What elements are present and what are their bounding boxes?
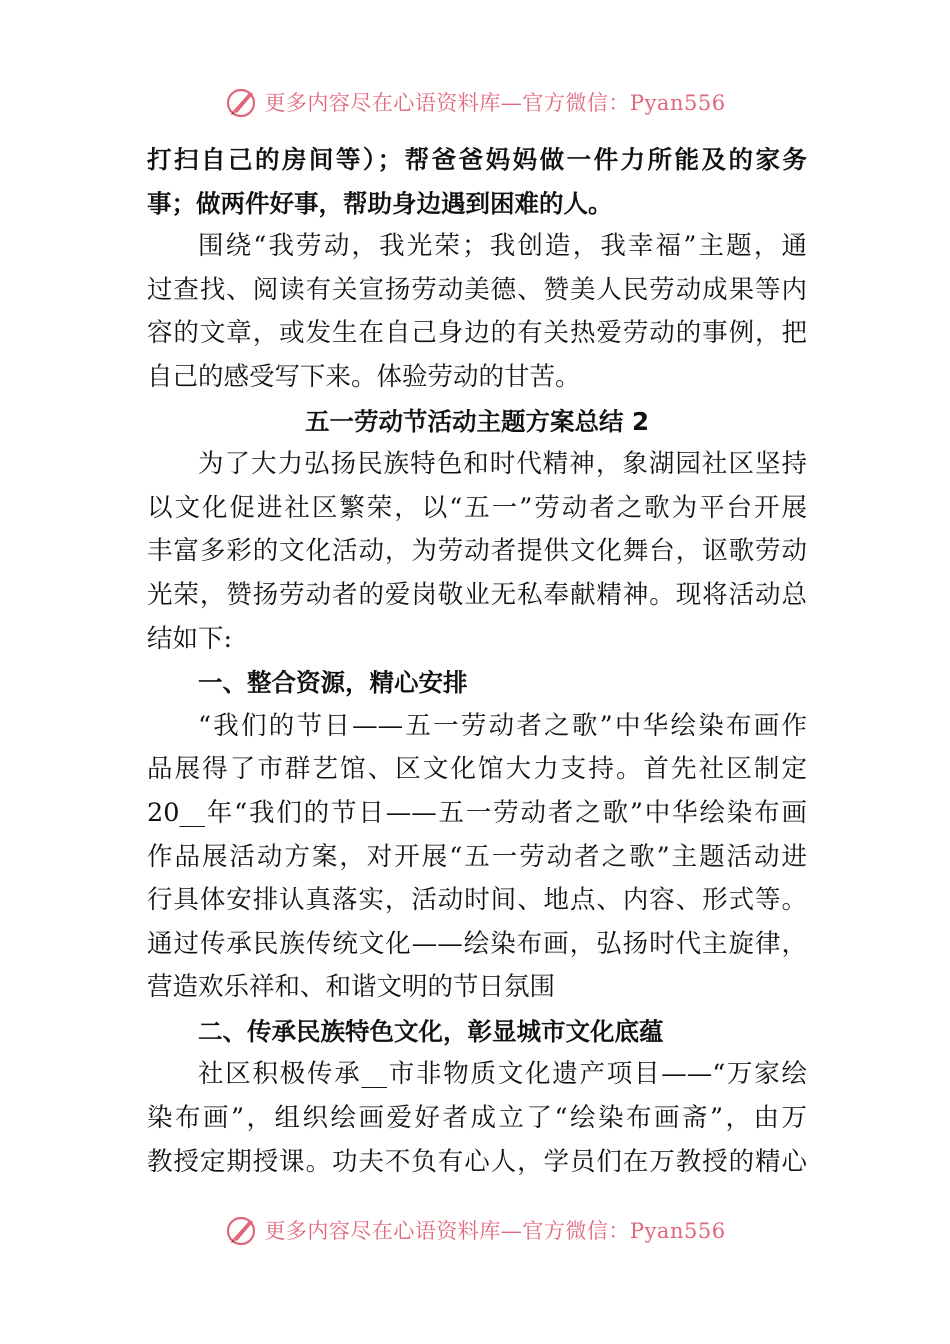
- text-line: 以文化促进社区繁荣，以“五一”劳动者之歌为平台开展: [147, 492, 807, 523]
- text-line: 自己的感受写下来。体验劳动的甘苦。: [147, 361, 581, 392]
- header-banner: [0, 80, 950, 124]
- text-line: 教授定期授课。功夫不负有心人，学员们在万教授的精心: [147, 1146, 807, 1177]
- document-body: [147, 138, 807, 1184]
- text-line: 结如下:: [147, 623, 233, 654]
- footer-banner: [0, 1208, 950, 1252]
- text-line: 为了大力弘扬民族特色和时代精神，象湖园社区坚持: [198, 449, 807, 480]
- text-line: 作品展活动方案，对开展“五一劳动者之歌”主题活动进: [147, 841, 807, 872]
- text-line: 社区积极传承__市非物质文化遗产项目——“万家绘: [198, 1059, 807, 1090]
- text-line: “我们的节日——五一劳动者之歌”中华绘染布画作: [198, 710, 807, 741]
- text-line: 染布画”，组织绘画爱好者成立了“绘染布画斋”，由万: [147, 1103, 807, 1134]
- text-line: 行具体安排认真落实，活动时间、地点、内容、形式等。: [147, 885, 807, 916]
- text-line: 20__年“我们的节日——五一劳动者之歌”中华绘染布画: [147, 797, 807, 828]
- footer-banner-text: 更多内容尽在心语资料库—官方微信：Pyan556: [264, 1219, 726, 1243]
- text-line: 容的文章，或发生在自己身边的有关热爱劳动的事例，把: [147, 318, 807, 349]
- text-line: 打扫自己的房间等）；帮爸爸妈妈做一件力所能及的家务: [147, 145, 807, 174]
- text-line: 通过传承民族传统文化——绘染布画，弘扬时代主旋律，: [147, 928, 807, 959]
- text-line: 光荣，赞扬劳动者的爱岗敬业无私奉献精神。现将活动总: [147, 579, 807, 610]
- text-line: 丰富多彩的文化活动，为劳动者提供文化舞台，讴歌劳动: [147, 536, 807, 567]
- text-line: 围绕“我劳动，我光荣；我创造，我幸福”主题，通: [198, 231, 807, 262]
- subheading: 二、传承民族特色文化，彰显城市文化底蕴: [198, 1016, 664, 1046]
- subheading: 一、整合资源，精心安排: [198, 668, 468, 698]
- header-banner-text: 更多内容尽在心语资料库—官方微信：Pyan556: [264, 91, 726, 115]
- text-line: 事；做两件好事，帮助身边遇到困难的人。: [147, 188, 613, 218]
- text-line: 过查找、阅读有关宣扬劳动美德、赞美人民劳动成果等内: [147, 274, 807, 305]
- pen-circle-logo-icon: [224, 84, 260, 120]
- text-line: 营造欢乐祥和、和谐文明的节日氛围: [147, 972, 556, 1003]
- text-line: 品展得了市群艺馆、区文化馆大力支持。首先社区制定: [147, 754, 807, 785]
- pen-circle-logo-icon: [224, 1212, 260, 1248]
- section-title: 五一劳动节活动主题方案总结 2: [304, 406, 650, 436]
